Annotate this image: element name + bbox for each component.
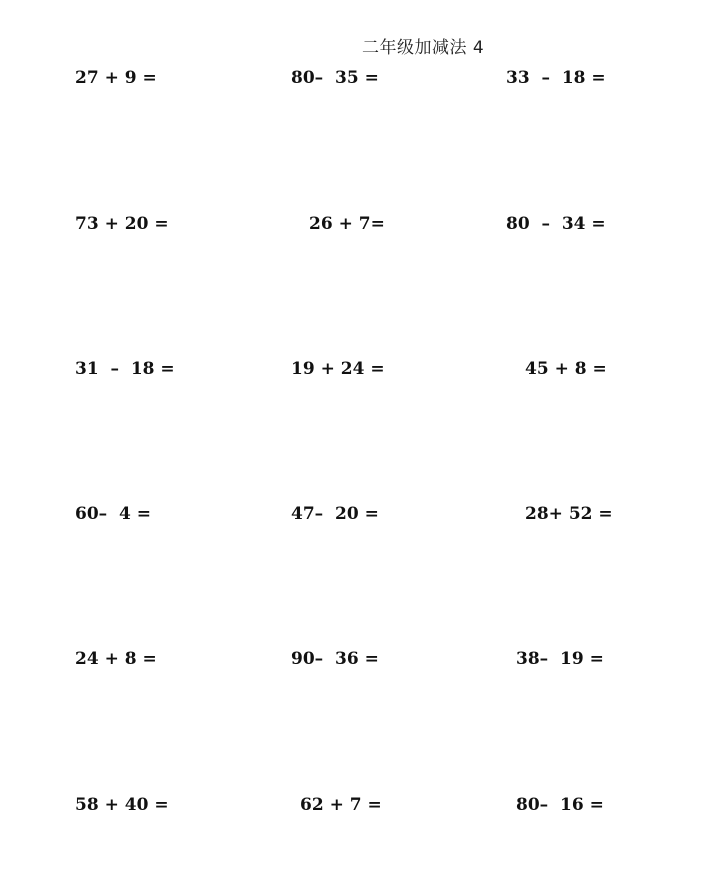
problem-r1-c1: 27 + 9 =	[75, 68, 157, 88]
problem-r2-c3: 80 – 34 =	[506, 214, 606, 234]
worksheet-title: 二年级加减法 4	[362, 38, 485, 58]
problem-r3-c2: 19 + 24 =	[291, 359, 385, 379]
problem-r6-c2: 62 + 7 =	[300, 795, 382, 815]
problem-r5-c1: 24 + 8 =	[75, 649, 157, 669]
problem-r4-c1: 60– 4 =	[75, 504, 151, 524]
problem-r5-c2: 90– 36 =	[291, 649, 379, 669]
problem-r5-c3: 38– 19 =	[516, 649, 604, 669]
problem-r3-c1: 31 – 18 =	[75, 359, 175, 379]
problem-r2-c2: 26 + 7=	[309, 214, 385, 234]
problem-r4-c2: 47– 20 =	[291, 504, 379, 524]
problem-r6-c1: 58 + 40 =	[75, 795, 169, 815]
problem-r3-c3: 45 + 8 =	[525, 359, 607, 379]
problem-r2-c1: 73 + 20 =	[75, 214, 169, 234]
problem-r4-c3: 28+ 52 =	[525, 504, 613, 524]
problem-r6-c3: 80– 16 =	[516, 795, 604, 815]
problem-r1-c3: 33 – 18 =	[506, 68, 606, 88]
problem-r1-c2: 80– 35 =	[291, 68, 379, 88]
